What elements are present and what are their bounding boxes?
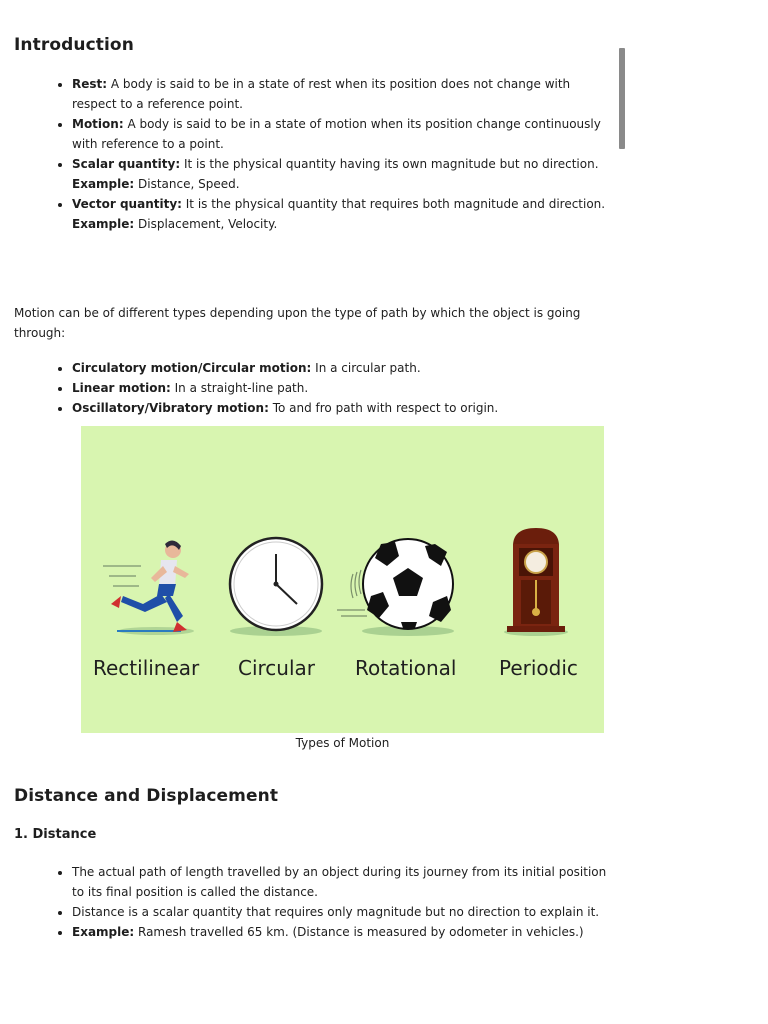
list-item-motion <box>72 114 617 154</box>
example-vector <box>72 214 617 234</box>
desc-oscillatory: To and fro path with respect to origin. <box>268 401 499 415</box>
term-scalar: Scalar quantity: <box>72 157 181 171</box>
label-rotational: Rotational <box>355 656 457 680</box>
desc-vector: It is the physical quantity that requires both magnitude and direction. <box>181 197 606 211</box>
soccer-ball-icon <box>337 539 454 636</box>
desc-motion: A body is said to be in a state of motion when its position change continuously with reference to a point. <box>72 117 601 151</box>
list-item-circular <box>72 358 617 378</box>
list-item-distance-example <box>72 922 617 942</box>
term-oscillatory: Oscillatory/Vibratory motion: <box>72 401 269 415</box>
example-label: Example: <box>72 177 135 191</box>
list-item-rest <box>72 74 617 114</box>
scrollbar-thumb[interactable] <box>619 48 625 149</box>
list-item-distance-definition <box>72 862 617 902</box>
motion-types-paragraph: Motion can be of different types depending upon the type of path by which the object is going through: <box>14 306 581 340</box>
desc-rest: A body is said to be in a state of rest when its position does not change with respect to a reference point. <box>72 77 571 111</box>
example-label: Example: <box>72 217 135 231</box>
motion-types-list <box>52 358 617 418</box>
distance-displacement-heading: Distance and Displacement <box>14 786 279 806</box>
intro-heading: Introduction <box>14 35 134 55</box>
example-text: Distance, Speed. <box>134 177 240 191</box>
desc-linear: In a straight-line path. <box>170 381 309 395</box>
list-item-distance-scalar <box>72 902 617 922</box>
example-scalar <box>72 174 617 194</box>
list-item-oscillatory <box>72 398 617 418</box>
desc-scalar: It is the physical quantity having its own magnitude but no direction. <box>180 157 599 171</box>
list-item-linear <box>72 378 617 398</box>
term-rest: Rest: <box>72 77 108 91</box>
term-circular: Circulatory motion/Circular motion: <box>72 361 312 375</box>
distance-list <box>52 862 617 942</box>
desc-distance-scalar: Distance is a scalar quantity that requires only magnitude but no direction to explain it. <box>72 905 600 919</box>
list-item-vector <box>72 194 617 234</box>
term-vector: Vector quantity: <box>72 197 182 211</box>
intro-list <box>52 74 617 234</box>
distance-subheading: 1. Distance <box>14 827 97 842</box>
label-rectilinear: Rectilinear <box>93 656 200 680</box>
desc-circular: In a circular path. <box>311 361 421 375</box>
term-example: Example: <box>72 925 135 939</box>
figure-illustrations <box>81 426 604 733</box>
example-text: Displacement, Velocity. <box>134 217 278 231</box>
label-circular: Circular <box>238 656 316 680</box>
types-of-motion-figure <box>81 426 604 733</box>
term-motion: Motion: <box>72 117 124 131</box>
desc-distance-definition: The actual path of length travelled by an object during its journey from its initial position to its final position is called the distance. <box>72 865 607 899</box>
figure-caption: Types of Motion <box>295 736 390 750</box>
label-periodic: Periodic <box>499 656 578 680</box>
desc-example: Ramesh travelled 65 km. (Distance is measured by odometer in vehicles.) <box>134 925 584 939</box>
list-item-scalar <box>72 154 617 194</box>
pendulum-clock-icon <box>504 528 568 636</box>
runner-icon <box>103 540 194 635</box>
term-linear: Linear motion: <box>72 381 171 395</box>
clock-icon <box>230 538 322 636</box>
